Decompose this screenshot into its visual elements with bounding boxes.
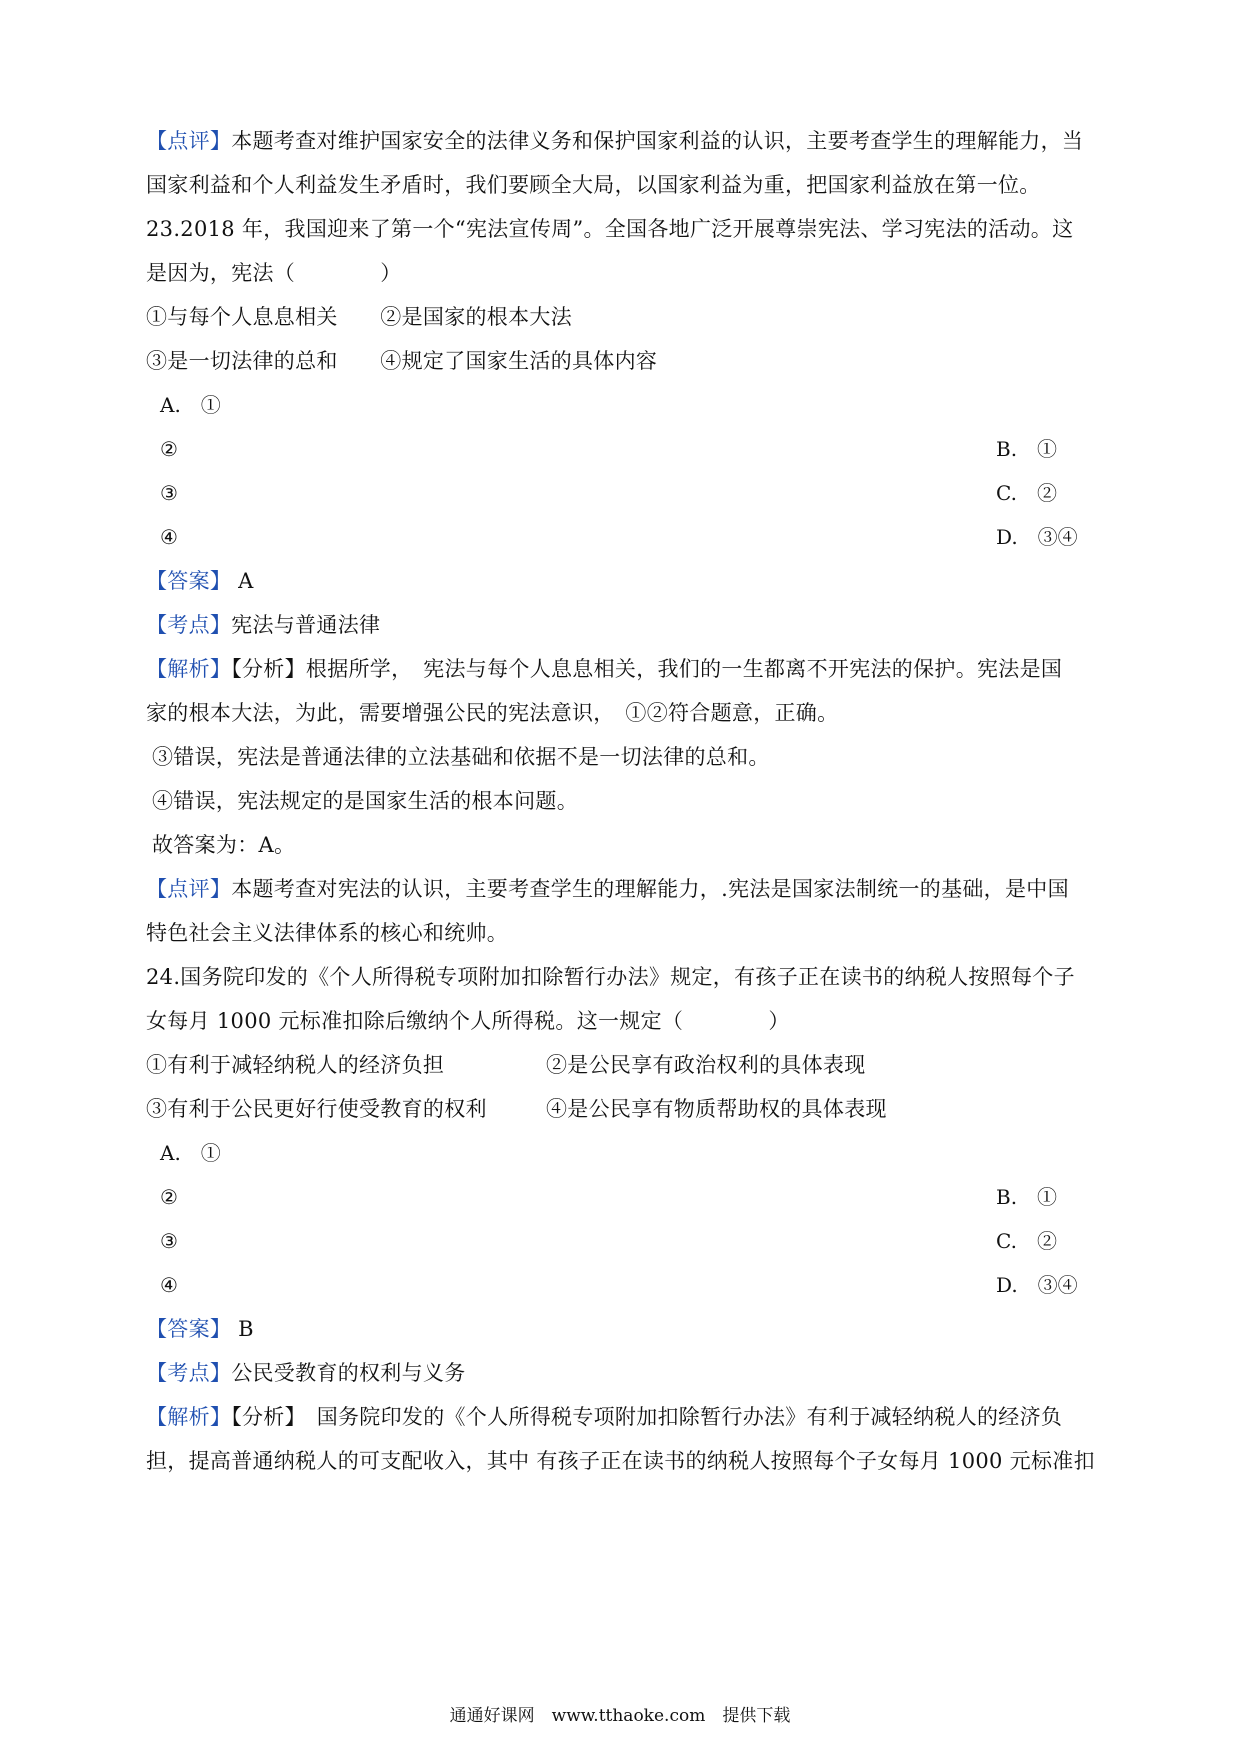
topic-text: 宪法与普通法律 — [231, 613, 381, 637]
page-footer: 通通好课网 www.tthaoke.com 提供下载 — [449, 1706, 791, 1726]
question-23-stem: 23.2018 年，我国迎来了第一个“宪法宣传周”。全国各地广泛开展尊崇宪法、学习宪法的活动。这 — [146, 217, 1074, 241]
topic-line — [146, 610, 1106, 640]
analysis-text: 【分析】 国务院印发的《个人所得税专项附加扣除暂行办法》有利于减轻纳税人的经济负 — [231, 1405, 1063, 1429]
analysis-line — [146, 1402, 1106, 1432]
question-23-option-b: B. ① — [996, 437, 1058, 461]
option-fragment: ③ — [160, 1229, 178, 1253]
topic-tag: 【考点】 — [146, 1361, 232, 1385]
option-fragment: ② — [160, 1185, 178, 1209]
analysis-line: ③错误，宪法是普通法律的立法基础和依据不是一切法律的总和。 — [152, 745, 770, 769]
answer-line — [146, 1314, 1106, 1344]
question-24-stem: 女每月 1000 元标准扣除后缴纳个人所得税。这一规定（ ） — [146, 1009, 790, 1033]
question-23-stem: 是因为，宪法（ ） — [146, 261, 402, 285]
comment-line: 国家利益和个人利益发生矛盾时，我们要顾全大局，以国家利益为重，把国家利益放在第一位。 — [146, 173, 1041, 197]
statement: ③有利于公民更好行使受教育的权利 — [146, 1097, 487, 1121]
question-23-statements: ③是一切法律的总和 ④规定了国家生活的具体内容 — [146, 349, 658, 373]
analysis-line: 担，提高普通纳税人的可支配收入，其中 有孩子正在读书的纳税人按照每个子女每月 1000 元标准扣 — [146, 1449, 1095, 1473]
analysis-line: 故答案为：A。 — [152, 833, 296, 857]
question-24-option-c: C. ② — [996, 1229, 1057, 1253]
question-24-option-a: A. ① — [160, 1141, 221, 1165]
comment-text: 本题考查对宪法的认识，主要考查学生的理解能力，.宪法是国家法制统一的基础，是中国 — [231, 877, 1069, 901]
analysis-tag: 【解析】 — [146, 1405, 232, 1429]
statement: ①有利于减轻纳税人的经济负担 — [146, 1053, 445, 1077]
question-23-option-a: A. ① — [160, 393, 221, 417]
answer-tag: 【答案】 — [146, 1317, 232, 1341]
question-23-statements: ①与每个人息息相关 ②是国家的根本大法 — [146, 305, 572, 329]
question-24-statements — [146, 1094, 1106, 1124]
comment-tag: 【点评】 — [146, 877, 232, 901]
answer-value: B — [231, 1317, 254, 1341]
statement: ②是公民享有政治权利的具体表现 — [546, 1053, 866, 1077]
question-24-stem: 24.国务院印发的《个人所得税专项附加扣除暂行办法》规定，有孩子正在读书的纳税人按照每个子 — [146, 965, 1075, 989]
statement: ④是公民享有物质帮助权的具体表现 — [546, 1097, 887, 1121]
question-24-option-b: B. ① — [996, 1185, 1058, 1209]
answer-value: A — [231, 569, 254, 593]
question-23-option-c: C. ② — [996, 481, 1057, 505]
option-fragment: ④ — [160, 1273, 178, 1297]
topic-text: 公民受教育的权利与义务 — [231, 1361, 466, 1385]
topic-tag: 【考点】 — [146, 613, 232, 637]
comment-tag: 【点评】 — [146, 129, 232, 153]
analysis-tag: 【解析】 — [146, 657, 232, 681]
analysis-text: 【分析】根据所学， 宪法与每个人息息相关，我们的一生都离不开宪法的保护。宪法是国 — [231, 657, 1063, 681]
question-23-option-d: D. ③④ — [996, 525, 1078, 549]
analysis-line: ④错误，宪法规定的是国家生活的根本问题。 — [152, 789, 578, 813]
topic-line — [146, 1358, 1106, 1388]
answer-tag: 【答案】 — [146, 569, 232, 593]
option-fragment: ② — [160, 437, 178, 461]
option-fragment: ③ — [160, 481, 178, 505]
comment-line — [146, 126, 1106, 156]
answer-line — [146, 566, 1106, 596]
comment-line — [146, 874, 1106, 904]
analysis-line — [146, 654, 1106, 684]
analysis-line: 家的根本大法，为此，需要增强公民的宪法意识， ①②符合题意，正确。 — [146, 701, 839, 725]
comment-text: 本题考查对维护国家安全的法律义务和保护国家利益的认识，主要考查学生的理解能力，当 — [231, 129, 1084, 153]
comment-line: 特色社会主义法律体系的核心和统帅。 — [146, 921, 509, 945]
option-fragment: ④ — [160, 525, 178, 549]
question-24-statements — [146, 1050, 1106, 1080]
question-24-option-d: D. ③④ — [996, 1273, 1078, 1297]
